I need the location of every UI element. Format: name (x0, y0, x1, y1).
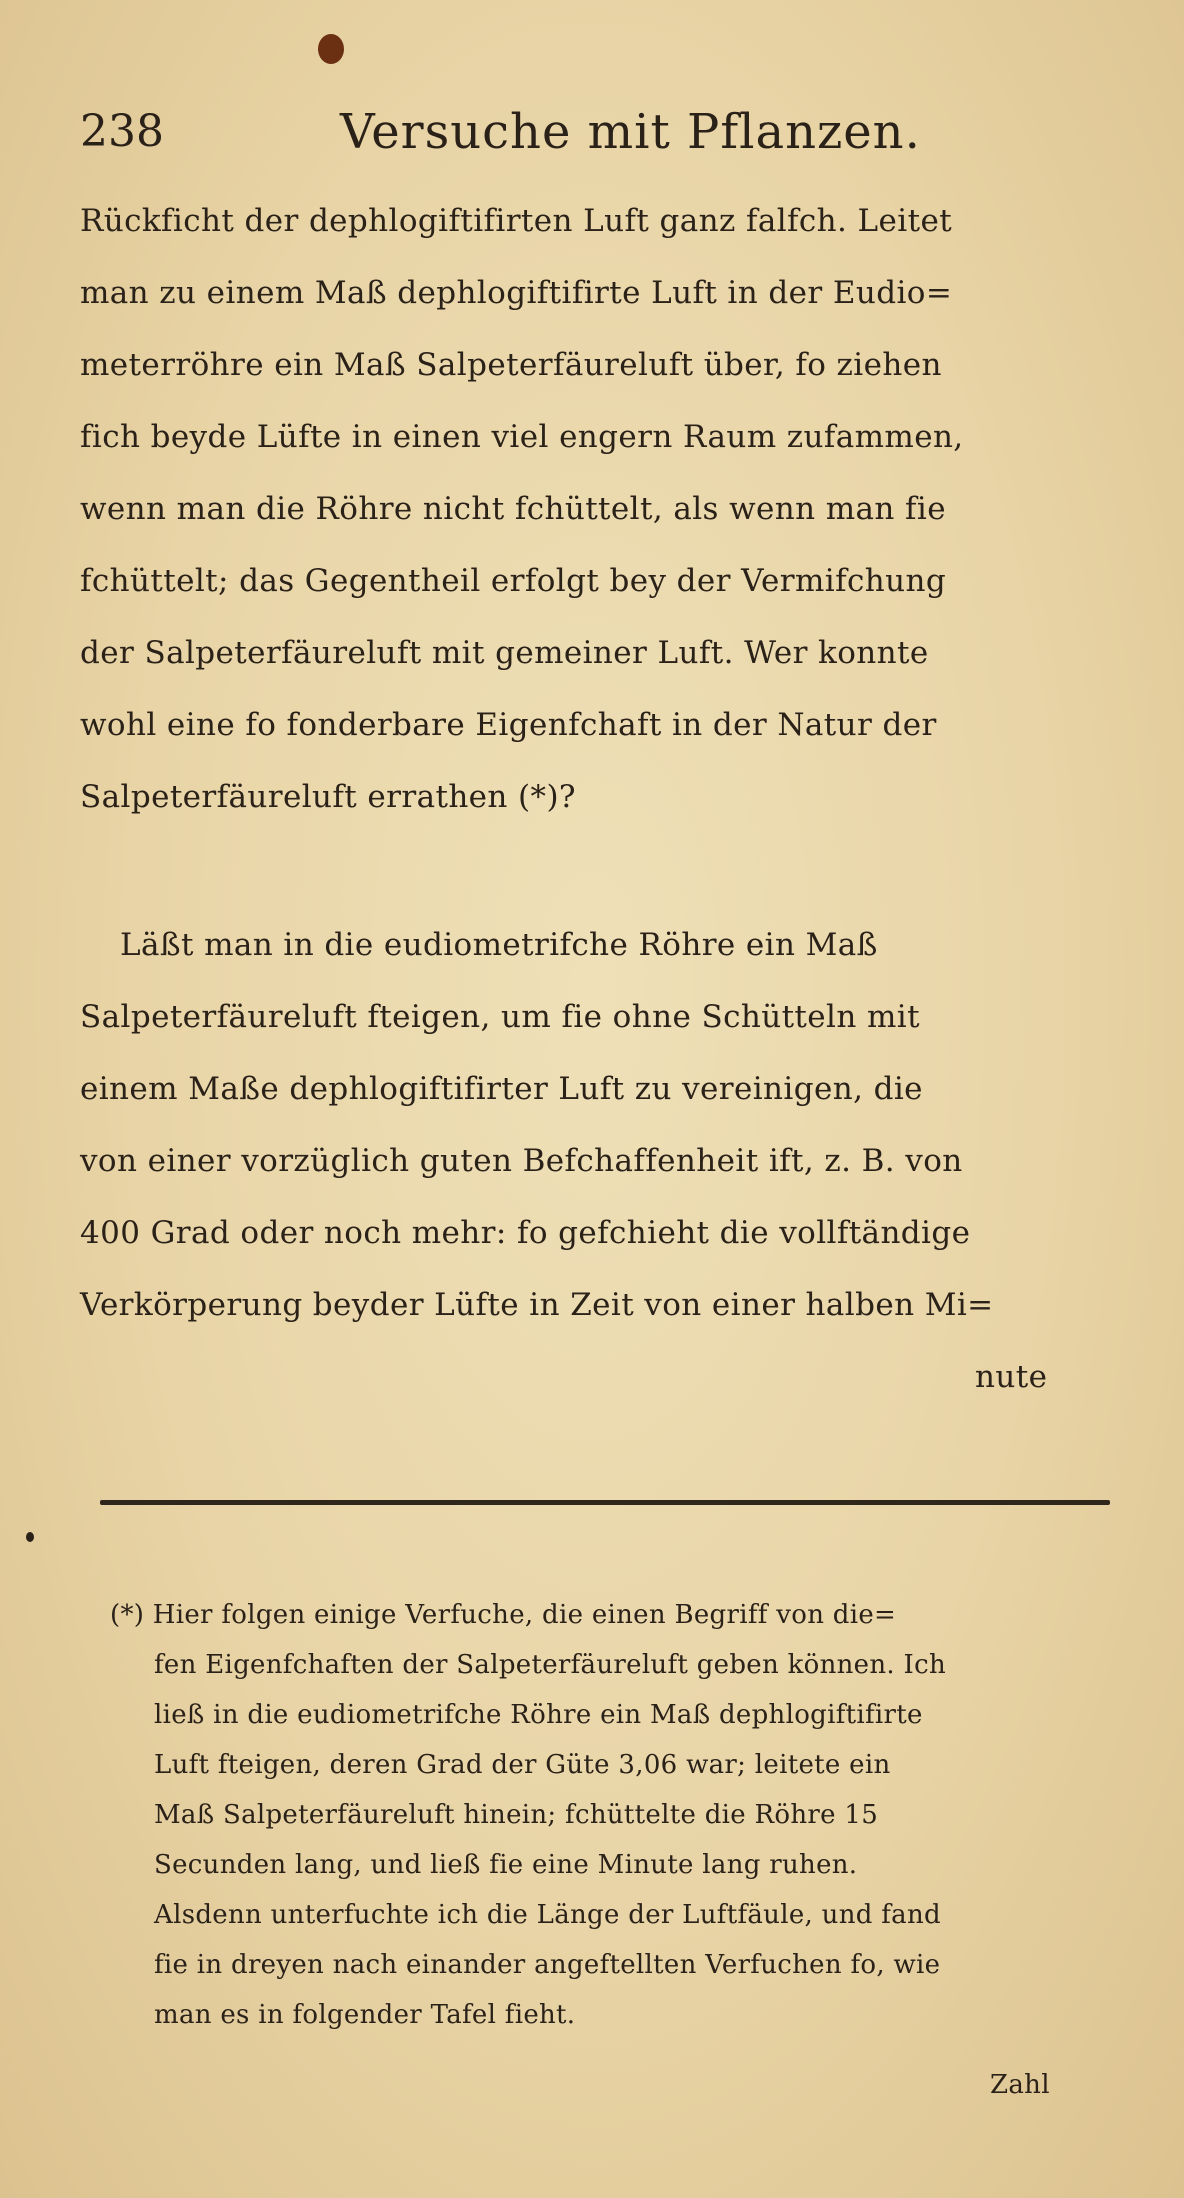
text-line: von einer vorzüglich guten Befchaffenheit ift, z. B. von (80, 1143, 963, 1179)
footnote-line: Luft fteigen, deren Grad der Güte 3,06 war; leitete ein (154, 1750, 891, 1780)
footnote-line: (*) Hier folgen einige Verfuche, die einen Begriff von die= (110, 1600, 897, 1630)
text-line: Verkörperung beyder Lüfte in Zeit von einer halben Mi= (80, 1287, 994, 1323)
text-line: wohl eine fo fonderbare Eigenfchaft in der Natur der (80, 707, 937, 743)
ink-stain (318, 34, 344, 64)
footnote-line: fie in dreyen nach einander angeftellten Verfuchen fo, wie (154, 1950, 941, 1980)
footnote-divider (100, 1500, 1110, 1505)
running-title: Versuche mit Pflanzen. (340, 104, 921, 160)
text-line: Salpeterfäureluft errathen (*)? (80, 779, 576, 815)
footnote-line: ließ in die eudiometrifche Röhre ein Maß dephlogiftifirte (154, 1700, 923, 1730)
text-line: man zu einem Maß dephlogiftifirte Luft in der Eudio= (80, 275, 953, 311)
ink-speck (26, 1532, 34, 1542)
text-line: Läßt man in die eudiometrifche Röhre ein Maß (120, 927, 878, 963)
text-line: Rückficht der dephlogiftifirten Luft ganz falfch. Leitet (80, 203, 953, 239)
text-line: der Salpeterfäureluft mit gemeiner Luft. Wer konnte (80, 635, 929, 671)
text-line: 400 Grad oder noch mehr: fo gefchieht die vollftändige (80, 1215, 971, 1251)
text-line: fchüttelt; das Gegentheil erfolgt bey der Vermifchung (80, 563, 947, 599)
footnote-line: man es in folgender Tafel fieht. (154, 2000, 576, 2030)
page-number: 238 (80, 106, 164, 157)
footnote-line: Secunden lang, und ließ fie eine Minute lang ruhen. (154, 1850, 858, 1880)
text-line: fich beyde Lüfte in einen viel engern Raum zufammen, (80, 419, 964, 455)
text-line: Salpeterfäureluft fteigen, um fie ohne Schütteln mit (80, 999, 920, 1035)
footnote-line: Alsdenn unterfuchte ich die Länge der Luftfäule, und fand (154, 1900, 941, 1930)
page-header (80, 102, 1100, 162)
text-line: einem Maße dephlogiftifirter Luft zu vereinigen, die (80, 1071, 923, 1107)
footnote-line: fen Eigenfchaften der Salpeterfäureluft geben können. Ich (154, 1650, 947, 1680)
text-line: nute (975, 1359, 1048, 1395)
text-line: wenn man die Röhre nicht fchüttelt, als wenn man fie (80, 491, 946, 527)
footnote-line: Maß Salpeterfäureluft hinein; fchüttelte die Röhre 15 (154, 1800, 879, 1830)
text-line: meterröhre ein Maß Salpeterfäureluft über, fo ziehen (80, 347, 942, 383)
catchword: Zahl (990, 2070, 1050, 2100)
